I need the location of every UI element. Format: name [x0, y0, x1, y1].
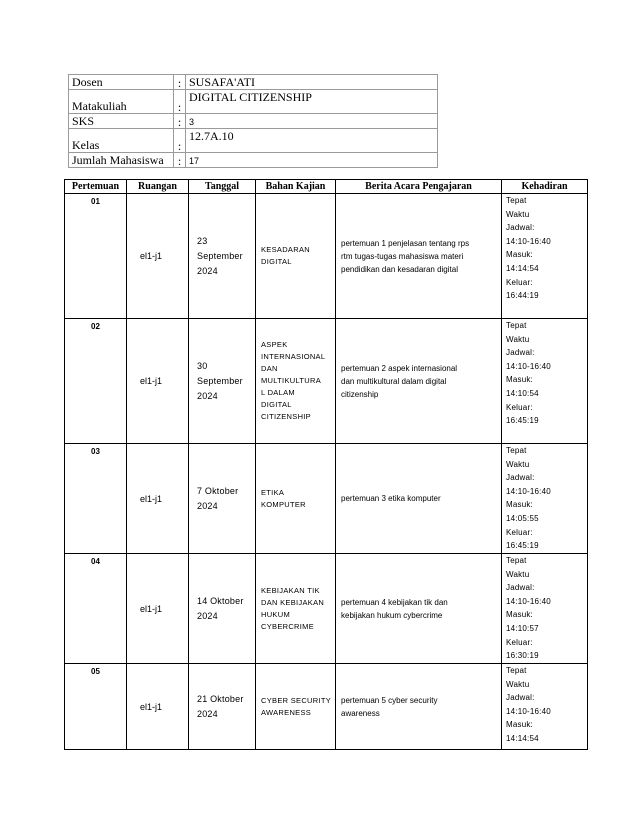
bahan-kajian-line: HUKUM: [261, 609, 290, 619]
kehadiran-line: Waktu: [506, 209, 530, 219]
bahan-kajian-cell: [256, 444, 336, 554]
berita-acara-line: pertemuan 1 penjelasan tentang rps: [341, 238, 470, 248]
kehadiran-line: 16:44:19: [506, 291, 539, 301]
kehadiran-line: 14:10-16:40: [506, 236, 551, 246]
dosen-label: Dosen: [69, 75, 174, 90]
berita-acara-line: rtm tugas-tugas mahasiswa materi: [341, 251, 464, 261]
tanggal-line: 30: [197, 360, 208, 371]
sks-label: SKS: [69, 114, 174, 129]
bahan-kajian-line: DAN KEBIJAKAN: [261, 597, 325, 607]
bahan-kajian-line: INTERNASIONAL: [261, 352, 326, 361]
kehadiran-line: Keluar:: [506, 637, 533, 647]
schedule-row: [65, 319, 588, 444]
kehadiran-cell: [502, 664, 588, 750]
bahan-kajian-line: ETIKA: [261, 487, 285, 497]
schedule-row: [65, 194, 588, 319]
kehadiran-line: Jadwal:: [506, 583, 535, 593]
kehadiran-line: Keluar:: [506, 277, 533, 287]
ruangan-cell: el1-j1: [127, 554, 189, 664]
kehadiran-line: 16:30:19: [506, 651, 539, 661]
kehadiran-line: Keluar:: [506, 402, 533, 412]
berita-acara-line: dan multikultural dalam digital: [341, 376, 447, 386]
tanggal-line: 2024: [197, 265, 218, 276]
kelas-value: 12.7A.10: [186, 129, 438, 153]
kehadiran-line: Tepat: [506, 446, 527, 455]
ruangan-cell: el1-j1: [127, 664, 189, 750]
kehadiran-line: 14:14:54: [506, 733, 539, 743]
bahan-kajian-line: CYBER SECURITY: [261, 695, 332, 705]
berita-acara-line: pertemuan 4 kebijakan tik dan: [341, 597, 448, 607]
bahan-kajian-line: ASPEK: [261, 340, 288, 349]
kehadiran-line: 16:45:19: [506, 541, 539, 551]
jumlah-colon: :: [174, 153, 186, 168]
ruangan-cell: el1-j1: [127, 444, 189, 554]
bahan-kajian-line: KEBIJAKAN TIK: [261, 585, 320, 595]
tanggal-cell: [189, 319, 256, 444]
kehadiran-line: Tepat: [506, 196, 527, 205]
header-pertemuan: Pertemuan: [65, 180, 127, 194]
berita-acara-cell: [336, 444, 502, 554]
kehadiran-line: 14:10-16:40: [506, 706, 551, 716]
bahan-kajian-cell: [256, 664, 336, 750]
info-row-sks: [69, 114, 438, 129]
kehadiran-line: Masuk:: [506, 375, 533, 385]
tanggal-line: 23: [197, 235, 208, 246]
kehadiran-cell: [502, 554, 588, 664]
kehadiran-line: 14:10-16:40: [506, 361, 551, 371]
bahan-kajian-line: CITIZENSHIP: [261, 412, 311, 421]
header-ruangan: Ruangan: [127, 180, 189, 194]
kelas-colon: :: [174, 129, 186, 153]
bahan-kajian-line: DAN: [261, 364, 278, 373]
berita-acara-line: pertemuan 2 aspek internasional: [341, 363, 458, 373]
kehadiran-line: Jadwal:: [506, 693, 535, 703]
bahan-kajian-line: KESADARAN: [261, 245, 310, 254]
header-berita-acara: Berita Acara Pengajaran: [336, 180, 502, 194]
pertemuan-number: 02: [65, 319, 127, 444]
schedule-body: [65, 194, 588, 750]
tanggal-line: 2024: [197, 708, 218, 719]
kehadiran-line: Jadwal:: [506, 223, 535, 233]
tanggal-line: September: [197, 375, 243, 386]
info-row-matakuliah: [69, 90, 438, 114]
sks-value: 3: [186, 114, 438, 129]
kehadiran-line: Keluar:: [506, 527, 533, 537]
tanggal-line: 2024: [197, 610, 218, 621]
kehadiran-line: Waktu: [506, 459, 530, 469]
kehadiran-cell: [502, 444, 588, 554]
bahan-kajian-cell: [256, 194, 336, 319]
course-info-table: [68, 74, 438, 168]
bahan-kajian-line: DIGITAL: [261, 400, 292, 409]
berita-acara-line: pertemuan 5 cyber security: [341, 695, 438, 705]
info-row-dosen: [69, 75, 438, 90]
tanggal-line: 2024: [197, 390, 218, 401]
ruangan-cell: el1-j1: [127, 194, 189, 319]
info-row-kelas: [69, 129, 438, 153]
kehadiran-line: Tepat: [506, 321, 527, 330]
tanggal-cell: [189, 444, 256, 554]
berita-acara-line: awareness: [341, 708, 380, 718]
berita-acara-line: kebijakan hukum cybercrime: [341, 610, 443, 620]
berita-acara-cell: [336, 554, 502, 664]
kehadiran-line: Masuk:: [506, 500, 533, 510]
jumlah-label: Jumlah Mahasiswa: [69, 153, 174, 168]
berita-acara-line: citizenship: [341, 389, 379, 399]
kehadiran-line: Jadwal:: [506, 473, 535, 483]
tanggal-line: 2024: [197, 500, 218, 511]
header-bahan-kajian: Bahan Kajian: [256, 180, 336, 194]
kehadiran-line: Masuk:: [506, 610, 533, 620]
bahan-kajian-line: L DALAM: [261, 388, 295, 397]
header-kehadiran: Kehadiran: [502, 180, 588, 194]
bahan-kajian-cell: [256, 319, 336, 444]
schedule-row: [65, 554, 588, 664]
berita-acara-cell: [336, 664, 502, 750]
tanggal-cell: [189, 194, 256, 319]
header-tanggal: Tanggal: [189, 180, 256, 194]
kehadiran-line: 14:10:54: [506, 388, 539, 398]
ruangan-cell: el1-j1: [127, 319, 189, 444]
kehadiran-line: Tepat: [506, 556, 527, 565]
berita-acara-line: pendidikan dan kesadaran digital: [341, 264, 458, 274]
tanggal-line: 14 Oktober: [197, 595, 244, 606]
dosen-colon: :: [174, 75, 186, 90]
kehadiran-line: 14:10-16:40: [506, 596, 551, 606]
kehadiran-line: 14:10-16:40: [506, 486, 551, 496]
pertemuan-number: 04: [65, 554, 127, 664]
kehadiran-line: Masuk:: [506, 720, 533, 730]
bahan-kajian-line: CYBERCRIME: [261, 621, 315, 631]
tanggal-line: 7 Oktober: [197, 485, 239, 496]
matakuliah-value: DIGITAL CITIZENSHIP: [186, 90, 438, 114]
pertemuan-number: 03: [65, 444, 127, 554]
kehadiran-line: Waktu: [506, 334, 530, 344]
tanggal-line: 21 Oktober: [197, 693, 244, 704]
schedule-row: [65, 444, 588, 554]
berita-acara-cell: [336, 194, 502, 319]
kehadiran-line: 14:10:57: [506, 623, 539, 633]
kehadiran-line: 14:14:54: [506, 263, 539, 273]
tanggal-cell: [189, 664, 256, 750]
matakuliah-label: Matakuliah: [69, 90, 174, 114]
bahan-kajian-cell: [256, 554, 336, 664]
pertemuan-number: 01: [65, 194, 127, 319]
kehadiran-line: Tepat: [506, 666, 527, 675]
kehadiran-line: Jadwal:: [506, 348, 535, 358]
teaching-schedule-table: [64, 179, 588, 750]
kehadiran-line: Waktu: [506, 569, 530, 579]
schedule-row: [65, 664, 588, 750]
schedule-header-row: [65, 180, 588, 194]
jumlah-value: 17: [186, 153, 438, 168]
pertemuan-number: 05: [65, 664, 127, 750]
dosen-value: SUSAFA'ATI: [186, 75, 438, 90]
matakuliah-colon: :: [174, 90, 186, 114]
info-row-jumlah: [69, 153, 438, 168]
tanggal-cell: [189, 554, 256, 664]
bahan-kajian-line: DIGITAL: [261, 257, 292, 266]
bahan-kajian-line: AWARENESS: [261, 707, 312, 717]
berita-acara-line: pertemuan 3 etika komputer: [341, 494, 441, 503]
kehadiran-line: 16:45:19: [506, 416, 539, 426]
berita-acara-cell: [336, 319, 502, 444]
bahan-kajian-line: MULTIKULTURA: [261, 376, 321, 385]
kelas-label: Kelas: [69, 129, 174, 153]
kehadiran-line: Masuk:: [506, 250, 533, 260]
sks-colon: :: [174, 114, 186, 129]
kehadiran-cell: [502, 194, 588, 319]
tanggal-line: September: [197, 250, 243, 261]
kehadiran-line: 14:05:55: [506, 513, 539, 523]
bahan-kajian-line: KOMPUTER: [261, 499, 306, 509]
kehadiran-line: Waktu: [506, 679, 530, 689]
kehadiran-cell: [502, 319, 588, 444]
